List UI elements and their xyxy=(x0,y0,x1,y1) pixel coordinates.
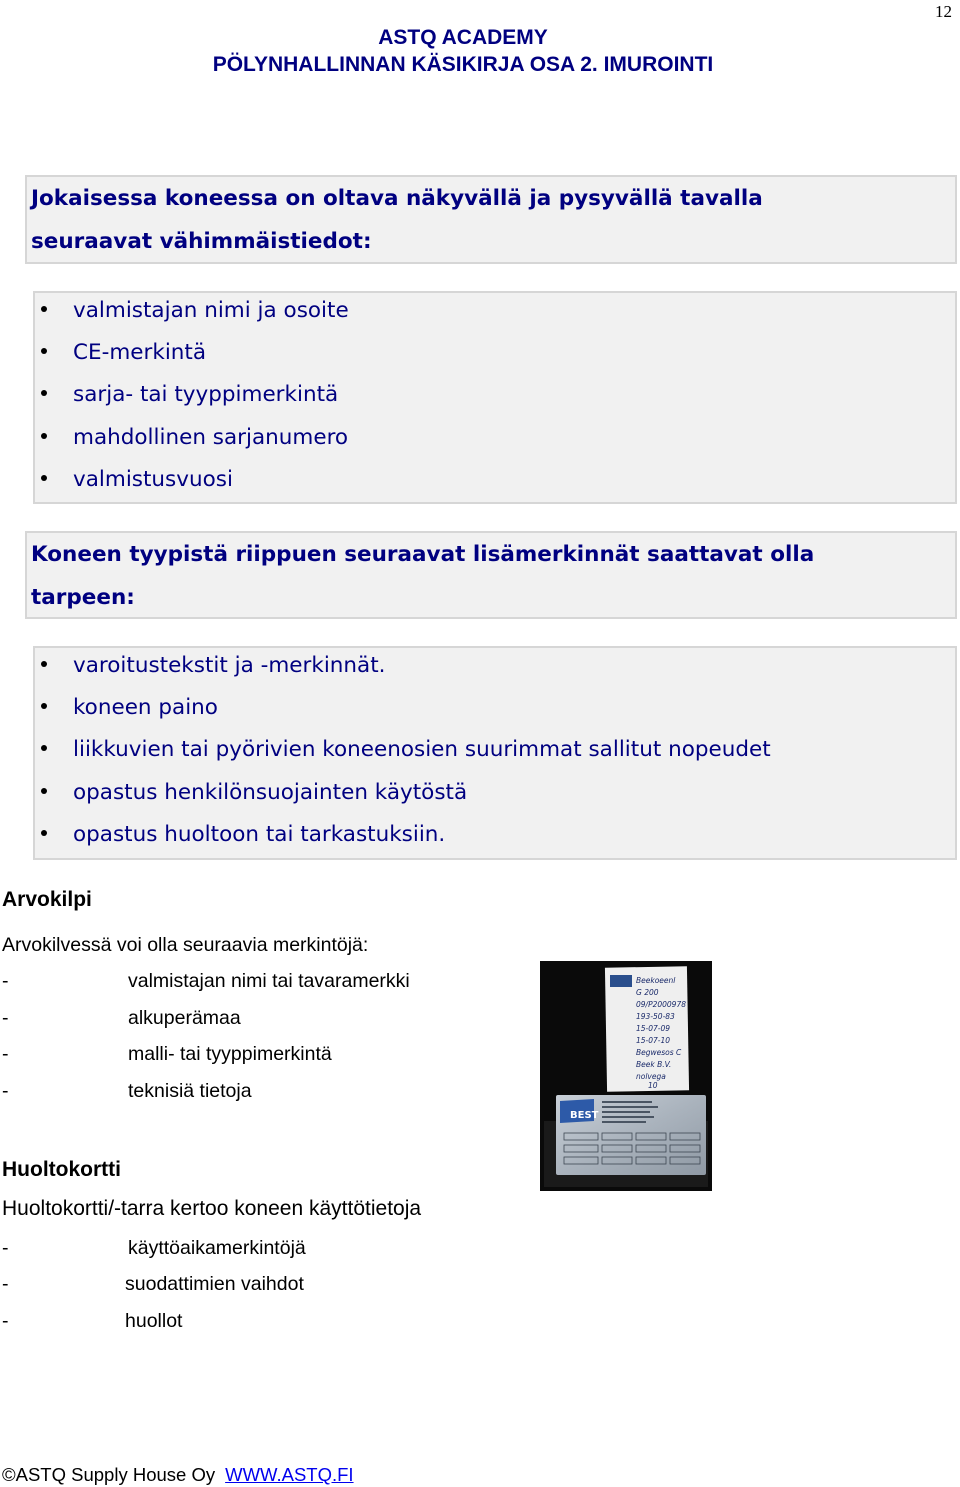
svg-text:10: 10 xyxy=(648,1081,658,1090)
bullet-icon xyxy=(41,830,47,836)
header-academy: ASTQ ACADEMY xyxy=(378,26,548,49)
bullet-icon xyxy=(41,745,47,751)
additional-heading-line1: Koneen tyypistä riippuen seuraavat lisämerkinnät saattavat olla xyxy=(31,542,815,567)
bullet-icon xyxy=(41,348,47,354)
header-manual-title: PÖLYNHALLINNAN KÄSIKIRJA OSA 2. IMUROINTI xyxy=(212,53,714,76)
footer-copyright: ©ASTQ Supply House Oy xyxy=(2,1464,216,1485)
svg-text:Begwesos C: Begwesos C xyxy=(636,1048,682,1057)
list-item: opastus henkilönsuojainten käytöstä xyxy=(35,778,955,820)
minimum-info-list xyxy=(35,293,955,507)
additional-markings-list xyxy=(35,648,955,862)
additional-heading-line2: tarpeen: xyxy=(31,585,135,610)
svg-text:nolvega: nolvega xyxy=(636,1072,666,1081)
requirements-heading-box xyxy=(25,175,957,264)
requirements-heading-line2: seuraavat vähimmäistiedot: xyxy=(31,229,372,254)
rating-plate-photo xyxy=(540,961,712,1191)
arvokilpi-title: Arvokilpi xyxy=(2,888,92,911)
additional-markings-list-box xyxy=(33,646,957,860)
svg-text:09/P2000978: 09/P2000978 xyxy=(636,1000,686,1009)
svg-text:Beek B.V.: Beek B.V. xyxy=(636,1060,672,1069)
additional-markings-heading-box xyxy=(25,531,957,619)
list-item: valmistajan nimi ja osoite xyxy=(35,296,955,338)
page-number: 12 xyxy=(935,2,952,21)
rating-plate-image xyxy=(540,961,712,1191)
svg-text:BEST: BEST xyxy=(570,1110,599,1121)
arvokilpi-intro: Arvokilvessä voi olla seuraavia merkintöjä: xyxy=(2,934,369,956)
bullet-icon xyxy=(41,788,47,794)
footer xyxy=(2,1464,354,1486)
list-item: liikkuvien tai pyörivien koneenosien suurimmat sallitut nopeudet xyxy=(35,735,955,777)
list-item: mahdollinen sarjanumero xyxy=(35,423,955,465)
bullet-icon xyxy=(41,703,47,709)
bullet-icon xyxy=(41,475,47,481)
bullet-icon xyxy=(41,661,47,667)
huoltokortti-intro: Huoltokortti/-tarra kertoo koneen käyttötietoja xyxy=(2,1197,422,1220)
list-item: CE-merkintä xyxy=(35,338,955,380)
bullet-icon xyxy=(41,390,47,396)
bullet-icon xyxy=(41,433,47,439)
document-header xyxy=(0,24,926,78)
list-item: valmistusvuosi xyxy=(35,465,955,507)
svg-text:193-50-83: 193-50-83 xyxy=(636,1012,675,1021)
minimum-info-list-box xyxy=(33,291,957,504)
list-item: varoitustekstit ja -merkinnät. xyxy=(35,651,955,693)
svg-text:15-07-10: 15-07-10 xyxy=(636,1036,671,1045)
huoltokortti-title: Huoltokortti xyxy=(2,1158,121,1181)
footer-website-link[interactable]: WWW.ASTQ.FI xyxy=(225,1464,354,1485)
list-item: koneen paino xyxy=(35,693,955,735)
requirements-heading-line1: Jokaisessa koneessa on oltava näkyvällä ja pysyvällä tavalla xyxy=(31,186,763,211)
svg-text:15-07-09: 15-07-09 xyxy=(636,1024,671,1033)
bullet-icon xyxy=(41,306,47,312)
svg-text:G 200: G 200 xyxy=(636,988,659,997)
list-item: opastus huoltoon tai tarkastuksiin. xyxy=(35,820,955,862)
list-item: sarja- tai tyyppimerkintä xyxy=(35,380,955,422)
svg-text:Beekoeenl: Beekoeenl xyxy=(636,976,676,985)
